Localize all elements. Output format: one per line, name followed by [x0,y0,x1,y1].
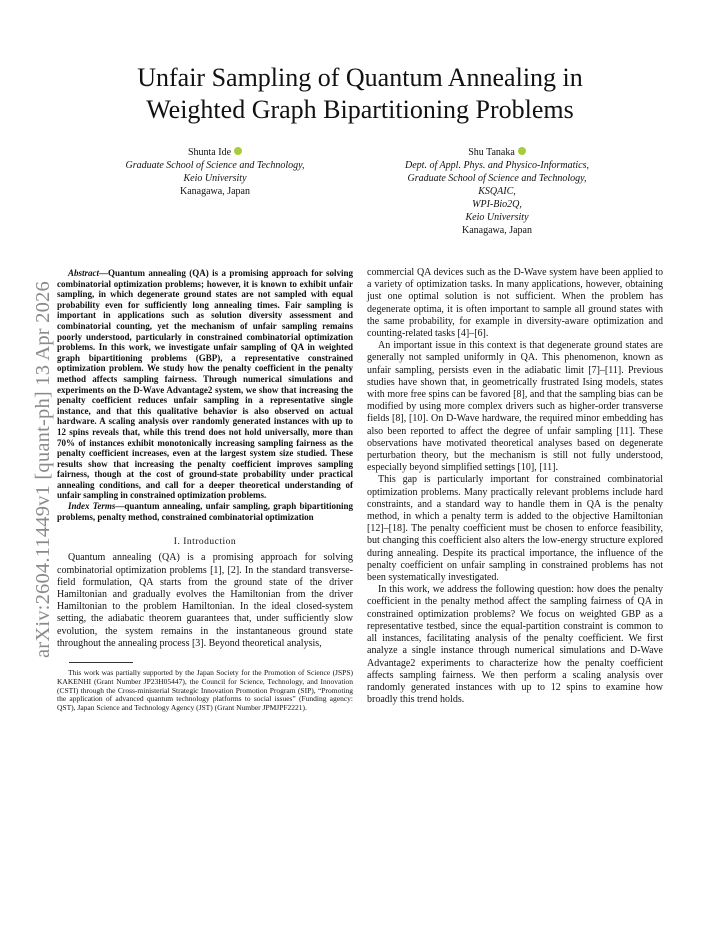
author-2-affiliation-1: Dept. of Appl. Phys. and Physico-Informatics, [405,160,589,171]
author-1-name-line [95,146,335,159]
section-heading-introduction: I. Introduction [173,537,237,548]
arxiv-identifier [12,248,52,658]
title-line-2: Weighted Graph Bipartitioning Problems [146,95,574,124]
orcid-icon[interactable] [234,147,242,155]
right-column [367,267,663,706]
author-2-affiliation-3: KSQAIC, [478,186,516,197]
index-terms [57,501,353,522]
author-1-location: Kanagawa, Japan [180,186,250,197]
index-terms-label: Index Terms [68,501,116,512]
author-2-name-line [372,146,622,159]
author-block-2 [372,146,622,237]
left-column [57,268,353,713]
author-1-name: Shunta Ide [187,147,232,158]
author-2-affiliation-2: Graduate School of Science and Technology, [407,173,587,184]
intro-paragraph-4: This gap is particularly important for constrained combinatorial optimization problems. Many practically relevant problems include hard constraints, and a standard way to handle them in QA is the penalty method, in which a penalty term is added to the objective Hamiltonian [12]–[18]. The penalty coefficient must be chosen to enforce feasibility, but changing this coefficient also alters the low-energy structure explored during annealing. Despite its practical importance, the influence of the penalty coefficient on unfair sampling in constrained problems has not been systematically investigated. [367,474,663,584]
author-1-affiliation-2: Keio University [183,173,247,184]
author-block-1 [95,146,335,198]
title-line-1: Unfair Sampling of Quantum Annealing in [137,63,583,92]
funding-footnote: This work was partially supported by the Japan Society for the Promotion of Science (JSPS) KAKENHI (Grant Number JP23H05447), the Council for Science, Technology, and Innovation (CSTI) through the Cross-ministerial Strategic Innovation Promotion Program (SIP), “Promoting the application of advanced quantum technology platforms to social issues” (Funding agency: QST), Japan Science and Technology Agency (JST) (Grant Number JPMJPF2221). [57,668,353,713]
abstract [57,268,353,501]
intro-paragraph-2: commercial QA devices such as the D-Wave system have been applied to a variety of optimization tasks. In many applications, however, obtaining just one optimal solution is not sufficient. When the problem has degenerate optima, it is often important to sample all ground states with the same probability, for example in diversity-aware optimization and counting-related tasks [4]–[6]. [367,267,663,340]
paper-title [80,62,640,126]
orcid-icon[interactable] [518,147,526,155]
abstract-text: —Quantum annealing (QA) is a promising approach for solving combinatorial optimization problems; however, it is known to exhibit unfair sampling, in which degenerate ground states are not sampled with equal probability even for sufficiently long annealing times. Fair sampling is important in applications such as solution diversity assessment and combinatorial counting, yet the mechanism of unfair sampling remains poorly understood, particularly in constrained combinatorial optimization problems. In this work, we investigate unfair sampling of QA in weighted graph bipartitioning problems (GBP), a representative constrained optimization problem. We study how the penalty coefficient in the penalty method affects sampling fairness. Through numerical simulations and experiments on the D-Wave Advantage2 system, we show that increasing the penalty coefficient reduces unfair sampling in a representative single instance, and that this qualitative behavior is also observed on actual hardware. A scaling analysis over randomly generated instances with up to 12 spins reveals that, while this trend does not hold universally, more than 70% of instances exhibit monotonically increasing sampling fairness as the penalty coefficient increases, even at the largest system size studied. These results show that increasing the penalty coefficient improves sampling fairness, though at the cost of ground-state probability under practical annealing conditions, and call for a deeper theoretical understanding of unfair sampling in constrained optimization problems. [57,268,353,501]
author-2-location: Kanagawa, Japan [462,225,532,236]
abstract-label: Abstract [68,268,100,278]
author-2-affiliation-5: Keio University [465,212,529,223]
intro-paragraph-3: An important issue in this context is that degenerate ground states are generally not sampled uniformly in QA. This phenomenon, known as unfair sampling, persists even in the adiabatic limit [7]–[11]. Previous studies have shown that, in geometrically frustrated Ising models, states with more free spins can be favored [8], and that the sampling bias can be modified by using more complex drivers such as higher-order transverse fields [8], [10]. On D-Wave hardware, the required minor embedding has also been reported to affect the degree of unfair sampling [11]. These observations have motivated theoretical analyses based on degenerate perturbation theory, but the mechanism is still not fully understood, especially beyond simplified settings [10], [11]. [367,340,663,474]
index-terms-text: —quantum annealing, unfair sampling, graph bipartitioning problems, penalty method, constrained combinatorial optimization [57,501,353,522]
intro-paragraph-1: Quantum annealing (QA) is a promising approach for solving combinatorial optimization problems [1], [2]. In the standard transverse-field formulation, QA starts from the ground state of the driver Hamiltonian and gradually evolves the Hamiltonian from the driver Hamiltonian to the problem Hamiltonian. In the ideal closed-system setting, the adiabatic theorem guarantees that, under sufficiently slow evolution, the system remains in the instantaneous ground state throughout the annealing process [3]. Beyond theoretical analysis, [57,552,353,649]
intro-paragraph-5: In this work, we address the following question: how does the penalty coefficient in the penalty method affect the sampling fairness of QA in constrained optimization problems? We focus on weighted GBP as a representative testbed, since the equal-partition constraint is common to all instances, facilitating analysis of the penalty coefficient. We first analyze a single instance through numerical simulations and D-Wave Advantage2 experiments to characterize how the penalty coefficient affects sampling fairness. We then perform a scaling analysis over randomly generated instances with up to 12 spins to examine how broadly this trend holds. [367,584,663,706]
arxiv-stamp-text: arXiv:2604.11449v1 [quant-ph] 13 Apr 2026 [32,281,54,658]
author-2-affiliation-4: WPI-Bio2Q, [472,199,522,210]
author-1-affiliation-1: Graduate School of Science and Technology, [125,160,305,171]
footnote-rule [69,662,133,663]
author-2-name: Shu Tanaka [468,147,515,158]
